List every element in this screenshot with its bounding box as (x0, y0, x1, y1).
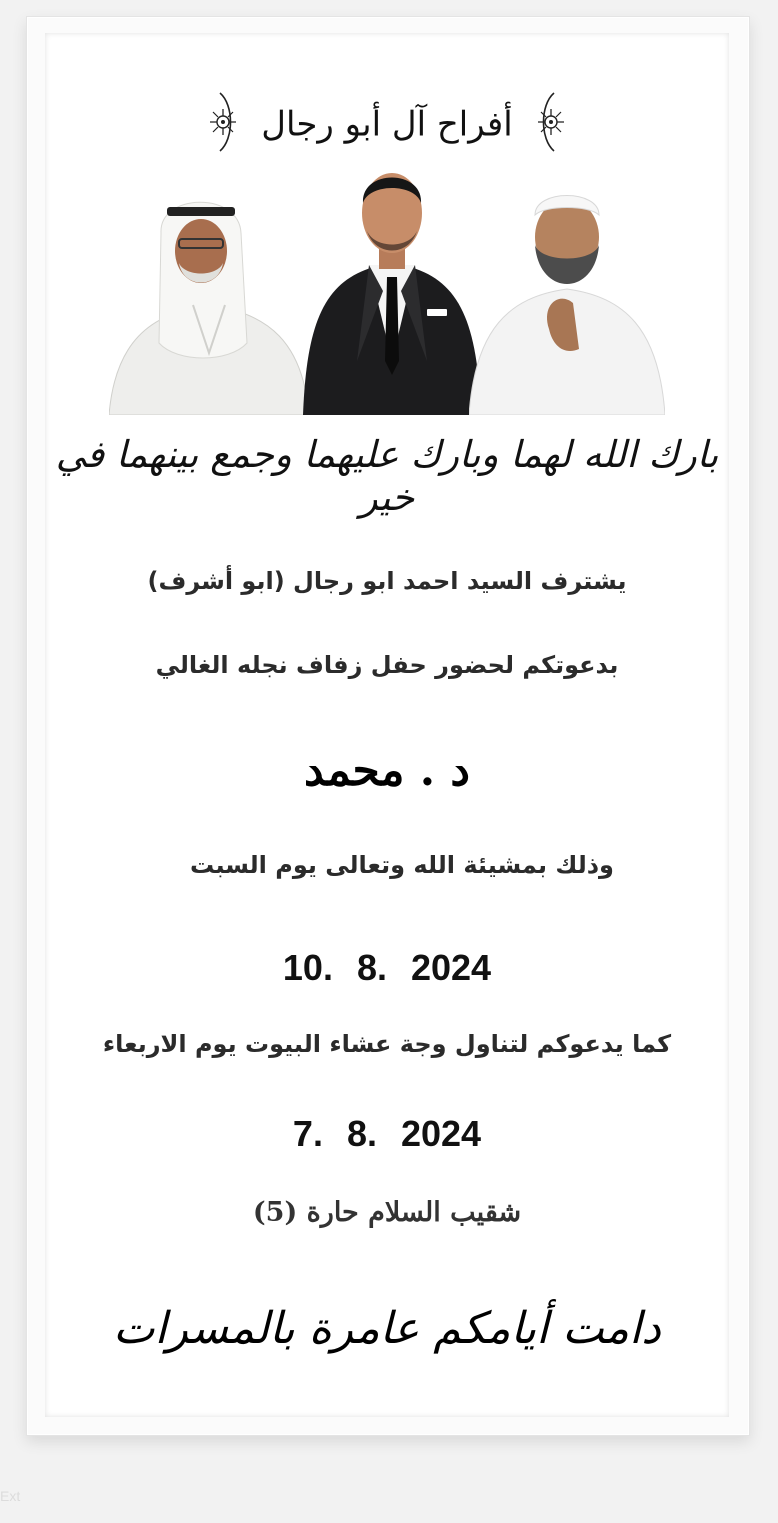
blessing-calligraphy: بارك الله لهما وبارك عليهما وجمع بينهما في خير (55, 433, 719, 519)
grandfather-photo (109, 193, 309, 415)
dinner-date: 7. 8. 2024 (292, 1113, 482, 1154)
floral-ornament-icon (534, 91, 568, 162)
invitation-inner-panel (45, 33, 729, 1417)
header (45, 91, 729, 162)
family-photos (109, 161, 665, 415)
dinner-line: كما يدعوكم لتناول وجة عشاء البيوت يوم الاربعاء (102, 1030, 672, 1058)
wedding-date: 10. 8. 2024 (282, 947, 492, 988)
closing-calligraphy: دامت أيامكم عامرة بالمسرات (113, 1303, 661, 1354)
day-line: وذلك بمشيئة الله وتعالى يوم السبت (190, 851, 614, 879)
groom-photo (299, 161, 485, 415)
page-title: أفراح آل أبو رجال (261, 104, 513, 145)
invite-line: بدعوتكم لحضور حفل زفاف نجله الغالي (155, 651, 619, 679)
invitation-card (26, 16, 750, 1436)
floral-ornament-icon (206, 91, 240, 162)
host-line: يشترف السيد احمد ابو رجال (ابو أشرف) (147, 567, 627, 595)
watermark: Ext (0, 1488, 21, 1504)
father-photo (469, 179, 665, 415)
groom-name: د . محمد (303, 745, 471, 796)
location: شقيب السلام حارة (5) (252, 1197, 522, 1228)
